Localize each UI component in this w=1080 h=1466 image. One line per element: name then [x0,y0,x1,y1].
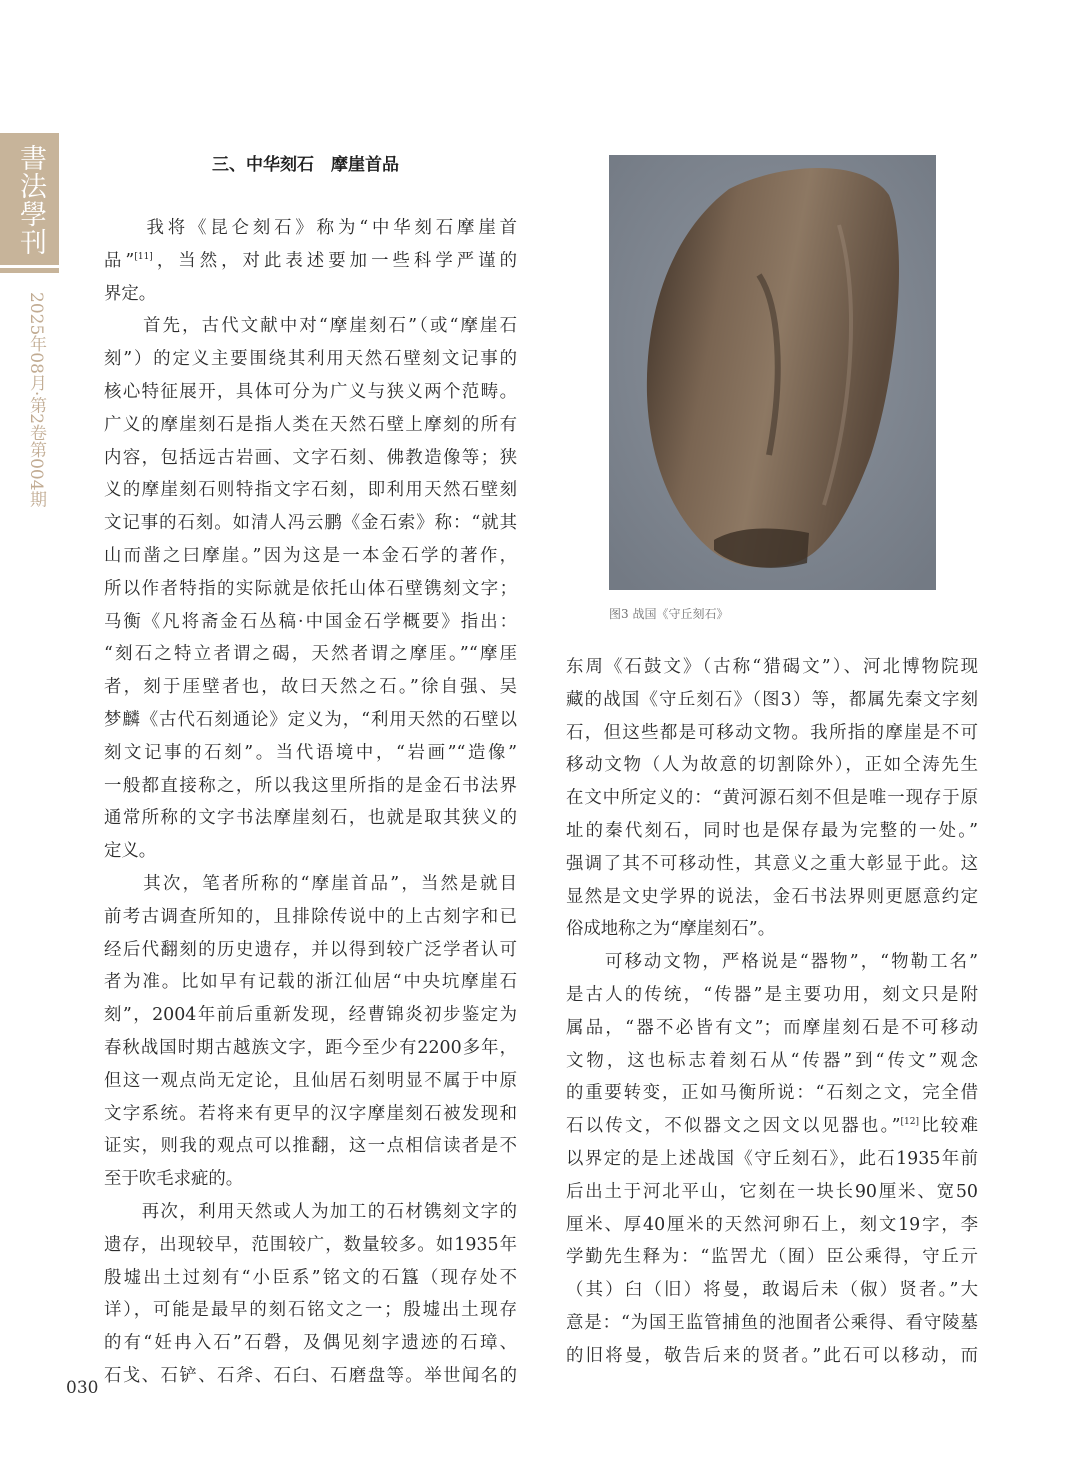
text-line: 的有“妊冉入石”石磬，及偶见刻字遗迹的石璋、 [104,1333,517,1354]
text-line: 证实，则我的观点可以推翻，这一点相信读者是不 [104,1136,517,1157]
text-line: 马衡《凡将斋金石丛稿·中国金石学概要》指出： [104,611,517,632]
text-line: 刻文记事的石刻”。当代语境中，“岩画”“造像” [104,742,517,763]
tab-divider [0,268,59,273]
text-line: 可移动文物，严格说是“器物”，“物勒工名” [566,952,978,973]
text-line: 后出土于河北平山，它刻在一块长90厘米、宽50 [566,1181,978,1202]
text-line: 春秋战国时期古越族文字，距今至少有2200多年， [104,1037,517,1058]
text-line: 山而凿之曰摩崖。”因为这是一本金石学的著作， [104,545,517,566]
text-line: 再次，利用天然或人为加工的石材镌刻文字的 [104,1201,517,1222]
citation-mark: [11] [134,251,153,262]
text-line: 文物，这也标志着刻石从“传器”到“传文”观念 [566,1050,978,1071]
stone-illustration [609,155,936,590]
issue-info: 2025年08月·第2卷第004期 [26,292,46,508]
text-line: 石戈、石铲、石斧、石臼、石磨盘等。举世闻名的 [104,1365,517,1386]
text-line: 品”[11]，当然，对此表述要加一些科学严谨的 [104,250,517,271]
text-line: 一般都直接称之，所以我这里所指的是金石书法界 [104,775,517,796]
figure-stone-image [609,155,936,590]
text-line: 但这一观点尚无定论，且仙居石刻明显不属于中原 [104,1070,517,1091]
text-line: 属品，“器不必皆有文”；而摩崖刻石是不可移动 [566,1017,978,1038]
page-number: 030 [66,1378,99,1398]
figure-caption: 图3 战国《守丘刻石》 [609,607,729,621]
text-line: 义的摩崖刻石则特指文字石刻，即利用天然石壁刻 [104,480,517,501]
text-line: 广义的摩崖刻石是指人类在天然石壁上摩刻的所有 [104,414,517,435]
journal-name: 書法學刊 [15,144,46,256]
text-line: 刻”）的定义主要围绕其利用天然石壁刻文记事的 [104,349,517,370]
text-line: 以界定的是上述战国《守丘刻石》，此石1935年前 [566,1148,978,1169]
text-line: 通常所称的文字书法摩崖刻石，也就是取其狭义的 [104,808,517,829]
text-line: 内容，包括远古岩画、文字石刻、佛教造像等；狭 [104,447,517,468]
text-line: 是古人的传统，“传器”是主要功用，刻文只是附 [566,984,978,1005]
text-line: 梦麟《古代石刻通论》定义为，“利用天然的石壁以 [104,709,517,730]
text-line: （其）臼（旧）将曼，敢谒后未（俶）贤者。”大 [566,1280,978,1301]
left-column [104,212,517,1393]
text-line: 刻”，2004年前后重新发现，经曹锦炎初步鉴定为 [104,1005,517,1026]
text-line: 藏的战国《守丘刻石》（图3）等，都属先秦文字刻 [566,689,978,710]
text-line: 移动文物（人为故意的切割除外），正如仝涛先生 [566,755,978,776]
text-line: 首先，古代文献中对“摩崖刻石”（或“摩崖石 [104,316,517,337]
text-line: 定义。 [104,841,157,862]
text-line: 意是：“为国王监管捕鱼的池囿者公乘得、看守陵墓 [566,1312,978,1333]
text-line: 文字系统。若将来有更早的汉字摩崖刻石被发现和 [104,1103,517,1124]
text-line: 强调了其不可移动性，其意义之重大彰显于此。这 [566,853,978,874]
text-line: 在文中所定义的：“黄河源石刻不但是唯一现存于原 [566,788,978,809]
text-line: 前考古调查所知的，且排除传说中的上古刻字和已 [104,906,517,927]
text-line: 显然是文史学界的说法，金石书法界则更愿意约定 [566,886,978,907]
text-line: 石，但这些都是可移动文物。我所指的摩崖是不可 [566,722,978,743]
text-line: 核心特征展开，具体可分为广义与狭义两个范畴。 [104,381,517,402]
text-line: 东周《石鼓文》（古称“猎碣文”）、河北博物院现 [566,657,978,677]
text-line: “刻石之特立者谓之碣，天然者谓之摩厓。”“摩厓 [104,644,517,665]
text-line: 其次，笔者所称的“摩崖首品”，当然是就目 [104,873,517,894]
text-line: 所以作者特指的实际就是依托山体石壁镌刻文字； [104,578,517,599]
text-line: 我将《昆仑刻石》称为“中华刻石摩崖首 [104,218,517,238]
text-line: 的旧将曼，敬告后来的贤者。”此石可以移动，而 [566,1345,978,1366]
text-line: 石以传文，不似器文之因文以见器也。”[12]比较难 [566,1116,978,1137]
text-line: 者，刻于厓壁者也，故曰天然之石。”徐自强、吴 [104,677,517,698]
text-line: 详），可能是最早的刻石铭文之一；殷墟出土现存 [104,1300,517,1321]
text-line: 遗存，出现较早，范围较广，数量较多。如1935年 [104,1234,517,1255]
text-line: 者为准。比如早有记载的浙江仙居“中央坑摩崖石 [104,972,517,993]
text-line: 址的秦代刻石，同时也是保存最为完整的一处。” [566,820,978,841]
text-line: 文记事的石刻。如清人冯云鹏《金石索》称：“就其 [104,513,517,534]
text-line: 学勤先生释为：“监罟尤（囿）臣公乘得，守丘亓 [566,1247,978,1268]
right-column [566,651,978,1373]
text-line: 经后代翻刻的历史遗存，并以得到较广泛学者认可 [104,939,517,960]
text-line: 厘米、厚40厘米的天然河卵石上，刻文19字，李 [566,1214,978,1235]
text-line: 界定。 [104,283,157,304]
section-title: 三、中华刻石 摩崖首品 [212,155,399,175]
text-line: 的重要转变，正如马衡所说：“石刻之文，完全借 [566,1083,978,1104]
text-line: 殷墟出土过刻有“小臣系”铭文的石簋（现存处不 [104,1267,517,1288]
text-line: 至于吹毛求疵的。 [104,1169,244,1190]
citation-mark: [12] [900,1117,919,1128]
text-line: 俗成地称之为“摩崖刻石”。 [566,919,776,940]
